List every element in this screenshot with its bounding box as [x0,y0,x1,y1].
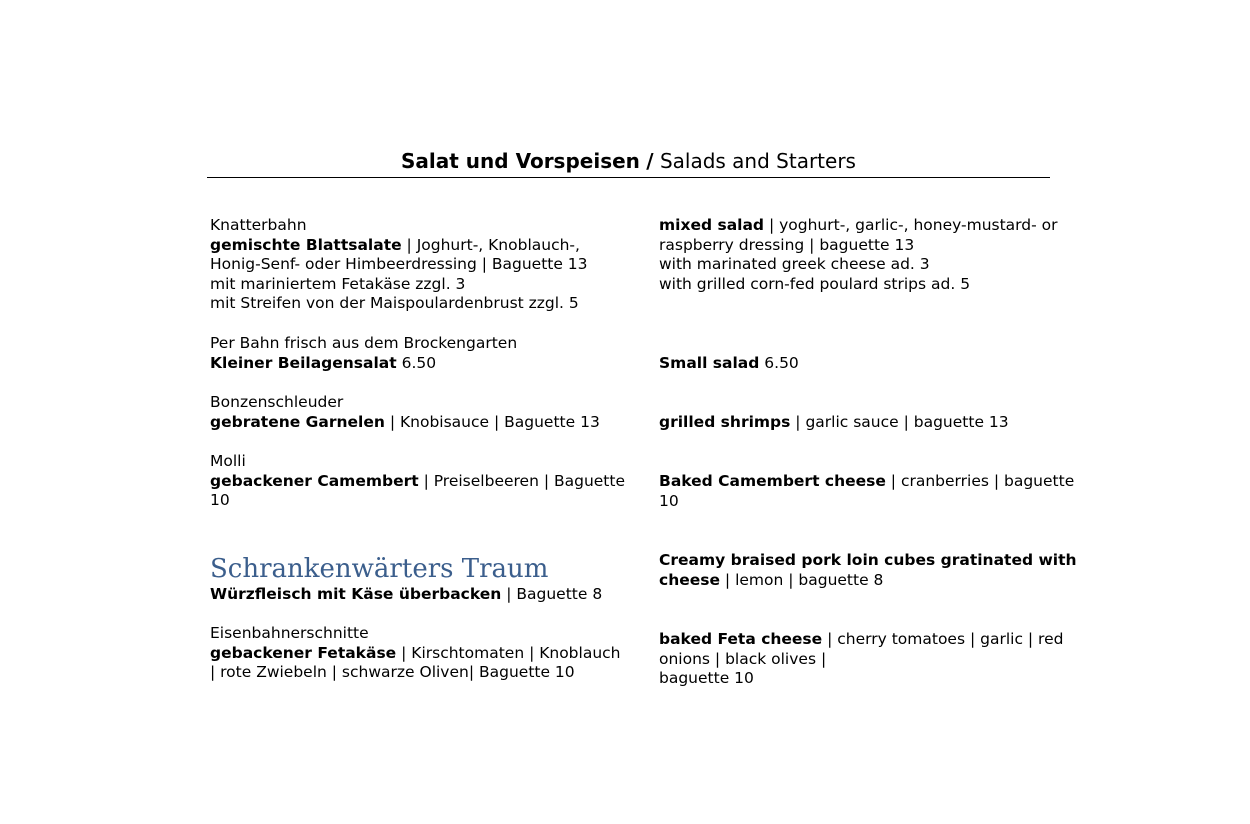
item-line: mit Streifen von der Maispoulardenbrust zzgl. 5 [210,294,579,313]
item-price: 10 [659,491,679,510]
item-details: | Kirschtomaten | Knoblauch [396,643,621,662]
item-line: onions | black olives | [659,649,827,668]
dish-name: gebackener Camembert [210,471,419,490]
menu-item-shrimps-en [659,413,1009,433]
item-line [659,354,799,374]
dish-name: gebratene Garnelen [210,412,385,431]
item-nickname: Per Bahn frisch aus dem Brockengarten [210,334,518,352]
menu-item-pork-en [659,551,1077,590]
title-separator: / [646,149,654,173]
title-german: Salat und Vorspeisen [401,149,640,173]
dish-name: gebackener Fetakäse [210,643,397,662]
dish-name: Würzfleisch mit Käse überbacken [210,585,502,603]
title-english: Salads and Starters [659,149,856,173]
menu-item-small-salad-en [659,354,799,374]
item-line [659,216,1058,236]
dish-name: gemischte Blattsalate [210,235,402,254]
menu-item-camembert-de [210,452,625,511]
item-line [659,551,1077,571]
menu-item-beilagensalat-de [210,334,517,373]
item-line [210,236,588,256]
item-details: | Baguette 8 [501,585,603,603]
menu-item-garnelen-de [210,393,600,432]
item-line: with grilled corn-fed poulard strips ad. 5 [659,274,971,293]
item-details: | cranberries | baguette [885,472,1075,490]
menu-item-fetakaese-de [210,624,621,683]
title-underline [207,177,1050,178]
item-line: raspberry dressing | baguette 13 [659,235,915,254]
dish-name: grilled shrimps [659,413,791,431]
item-price: 6.50 [759,354,799,372]
item-details: | lemon | baguette 8 [720,570,884,589]
dish-name: baked Feta cheese [659,630,823,648]
item-nickname: Eisenbahnerschnitte [210,624,369,642]
item-line: Honig-Senf- oder Himbeerdressing | Baguette 13 [210,255,588,274]
item-details: | garlic sauce | baguette 13 [790,413,1009,431]
item-line [659,472,1074,492]
item-line [210,585,602,605]
item-details: | cherry tomatoes | garlic | red [822,630,1064,648]
item-line [210,354,517,374]
item-price: 10 [210,491,230,510]
item-line: baguette 10 [659,669,754,688]
item-nickname: Knatterbahn [210,216,307,234]
item-details: | Joghurt-, Knoblauch-, [401,235,580,254]
menu-item-wuerzfleisch-de [210,585,602,605]
item-line: with marinated greek cheese ad. 3 [659,255,930,274]
item-line [659,571,1077,591]
page-title [207,148,1050,174]
item-nickname: Bonzenschleuder [210,393,344,411]
dish-name: cheese [659,570,720,589]
menu-item-camembert-en [659,472,1074,511]
item-details: | Preiselbeeren | Baguette [418,471,625,490]
menu-item-mixed-salad-en [659,216,1058,294]
item-nickname: Molli [210,452,246,470]
item-line [659,413,1009,433]
menu-item-feta-en [659,630,1063,689]
item-details: | Knobisauce | Baguette 13 [384,412,600,431]
item-line [210,413,600,433]
item-line [210,472,625,492]
item-details: | yoghurt-, garlic-, honey-mustard- or [764,216,1058,234]
item-line: | rote Zwiebeln | schwarze Oliven| Baguette 10 [210,663,575,682]
item-line [659,630,1063,650]
dish-name: Small salad [659,354,760,372]
item-price: 6.50 [396,353,437,372]
section-title-schrankenwaerters-traum: Schrankenwärters Traum [210,554,549,584]
item-line [210,644,621,664]
dish-name: Kleiner Beilagensalat [210,353,397,372]
item-line: mit mariniertem Fetakäse zzgl. 3 [210,274,466,293]
dish-name: mixed salad [659,216,765,234]
dish-name: Creamy braised pork loin cubes gratinated with [659,551,1077,569]
dish-name: Baked Camembert cheese [659,472,886,490]
menu-item-knatterbahn-de [210,216,588,314]
